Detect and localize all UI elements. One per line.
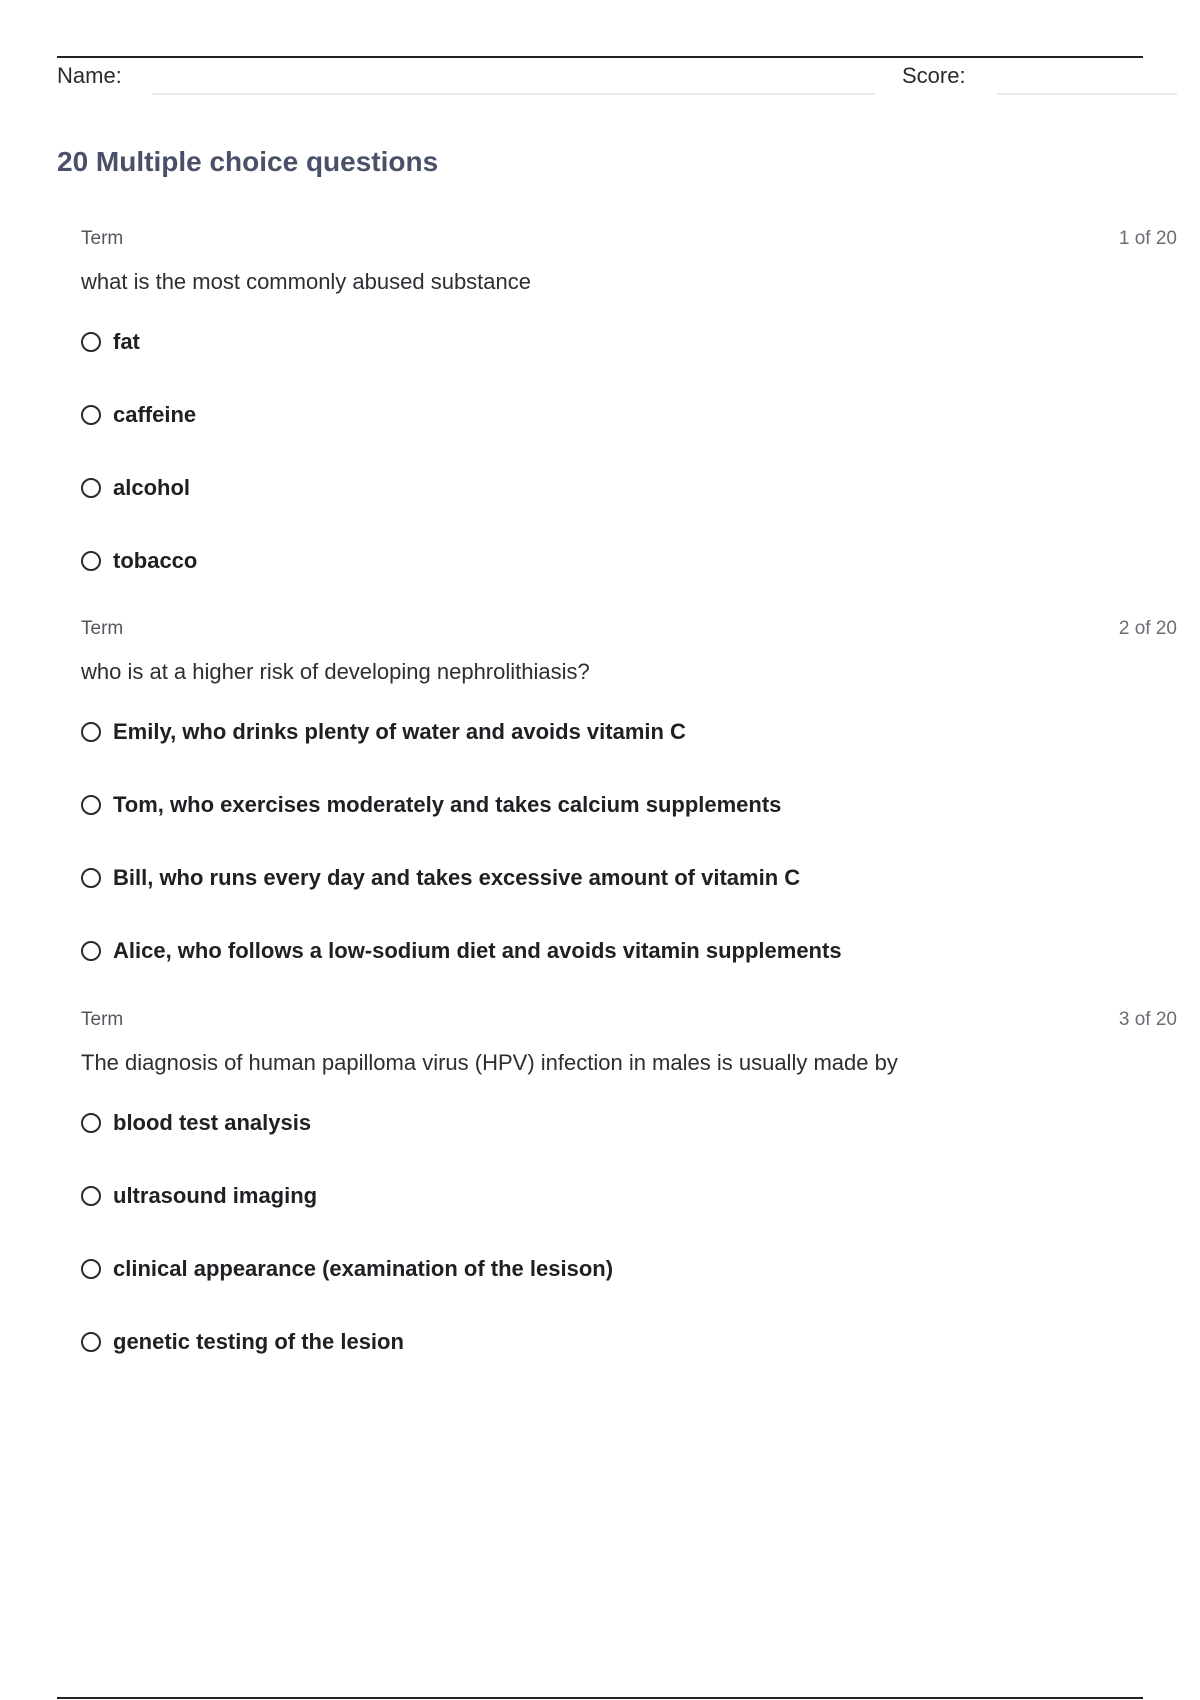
answer-option[interactable]: [81, 859, 1177, 932]
top-divider: [57, 56, 1143, 58]
name-label: Name:: [57, 63, 122, 88]
answer-option[interactable]: [81, 1323, 1177, 1396]
radio-button-icon[interactable]: [81, 1113, 101, 1133]
answer-option[interactable]: [81, 786, 1177, 859]
radio-button-icon[interactable]: [81, 1259, 101, 1279]
question-counter: 1 of 20: [1118, 228, 1177, 249]
question-counter: 2 of 20: [1118, 618, 1177, 639]
answer-option[interactable]: [81, 1104, 1177, 1177]
answer-option[interactable]: [81, 1250, 1177, 1323]
bottom-divider: [57, 1697, 1143, 1699]
worksheet-header: [57, 60, 1177, 100]
question-text: The diagnosis of human papilloma virus (HPV) infection in males is usually made by: [81, 1050, 898, 1075]
option-label: fat: [113, 328, 140, 354]
term-label: Term: [81, 618, 124, 639]
radio-button-icon[interactable]: [81, 722, 101, 742]
radio-button-icon[interactable]: [81, 795, 101, 815]
option-label: Bill, who runs every day and takes excessive amount of vitamin C: [113, 864, 801, 890]
score-field[interactable]: [997, 93, 1177, 95]
option-label: Alice, who follows a low-sodium diet and avoids vitamin supplements: [113, 937, 842, 963]
radio-button-icon[interactable]: [81, 1186, 101, 1206]
radio-button-icon[interactable]: [81, 405, 101, 425]
radio-button-icon[interactable]: [81, 332, 101, 352]
radio-button-icon[interactable]: [81, 478, 101, 498]
term-label: Term: [81, 228, 124, 249]
name-field[interactable]: [152, 93, 875, 95]
radio-button-icon[interactable]: [81, 1332, 101, 1352]
answer-option[interactable]: [81, 1177, 1177, 1250]
answer-option[interactable]: [81, 932, 1177, 1005]
question-text: what is the most commonly abused substance: [81, 269, 532, 294]
radio-button-icon[interactable]: [81, 551, 101, 571]
radio-button-icon[interactable]: [81, 868, 101, 888]
term-label: Term: [81, 1009, 124, 1030]
option-label: caffeine: [113, 401, 197, 427]
answer-option[interactable]: [81, 396, 1177, 469]
answer-options: [81, 323, 1177, 615]
answer-option[interactable]: [81, 469, 1177, 542]
answer-options: [81, 1104, 1177, 1396]
question-2: [81, 618, 1177, 1005]
option-label: tobacco: [113, 547, 198, 573]
answer-options: [81, 713, 1177, 1005]
question-counter: 3 of 20: [1118, 1009, 1177, 1030]
option-label: Tom, who exercises moderately and takes calcium supplements: [113, 791, 782, 817]
question-text: who is at a higher risk of developing nephrolithiasis?: [81, 659, 590, 684]
question-1: [81, 228, 1177, 615]
answer-option[interactable]: [81, 323, 1177, 396]
option-label: genetic testing of the lesion: [113, 1328, 404, 1354]
option-label: blood test analysis: [113, 1109, 312, 1135]
option-label: Emily, who drinks plenty of water and avoids vitamin C: [113, 718, 686, 744]
section-title: 20 Multiple choice questions: [57, 146, 439, 177]
answer-option[interactable]: [81, 713, 1177, 786]
option-label: ultrasound imaging: [113, 1182, 318, 1208]
option-label: alcohol: [113, 474, 191, 500]
score-label: Score:: [902, 63, 966, 88]
question-3: [81, 1009, 1177, 1396]
radio-button-icon[interactable]: [81, 941, 101, 961]
option-label: clinical appearance (examination of the lesison): [113, 1255, 614, 1281]
answer-option[interactable]: [81, 542, 1177, 615]
